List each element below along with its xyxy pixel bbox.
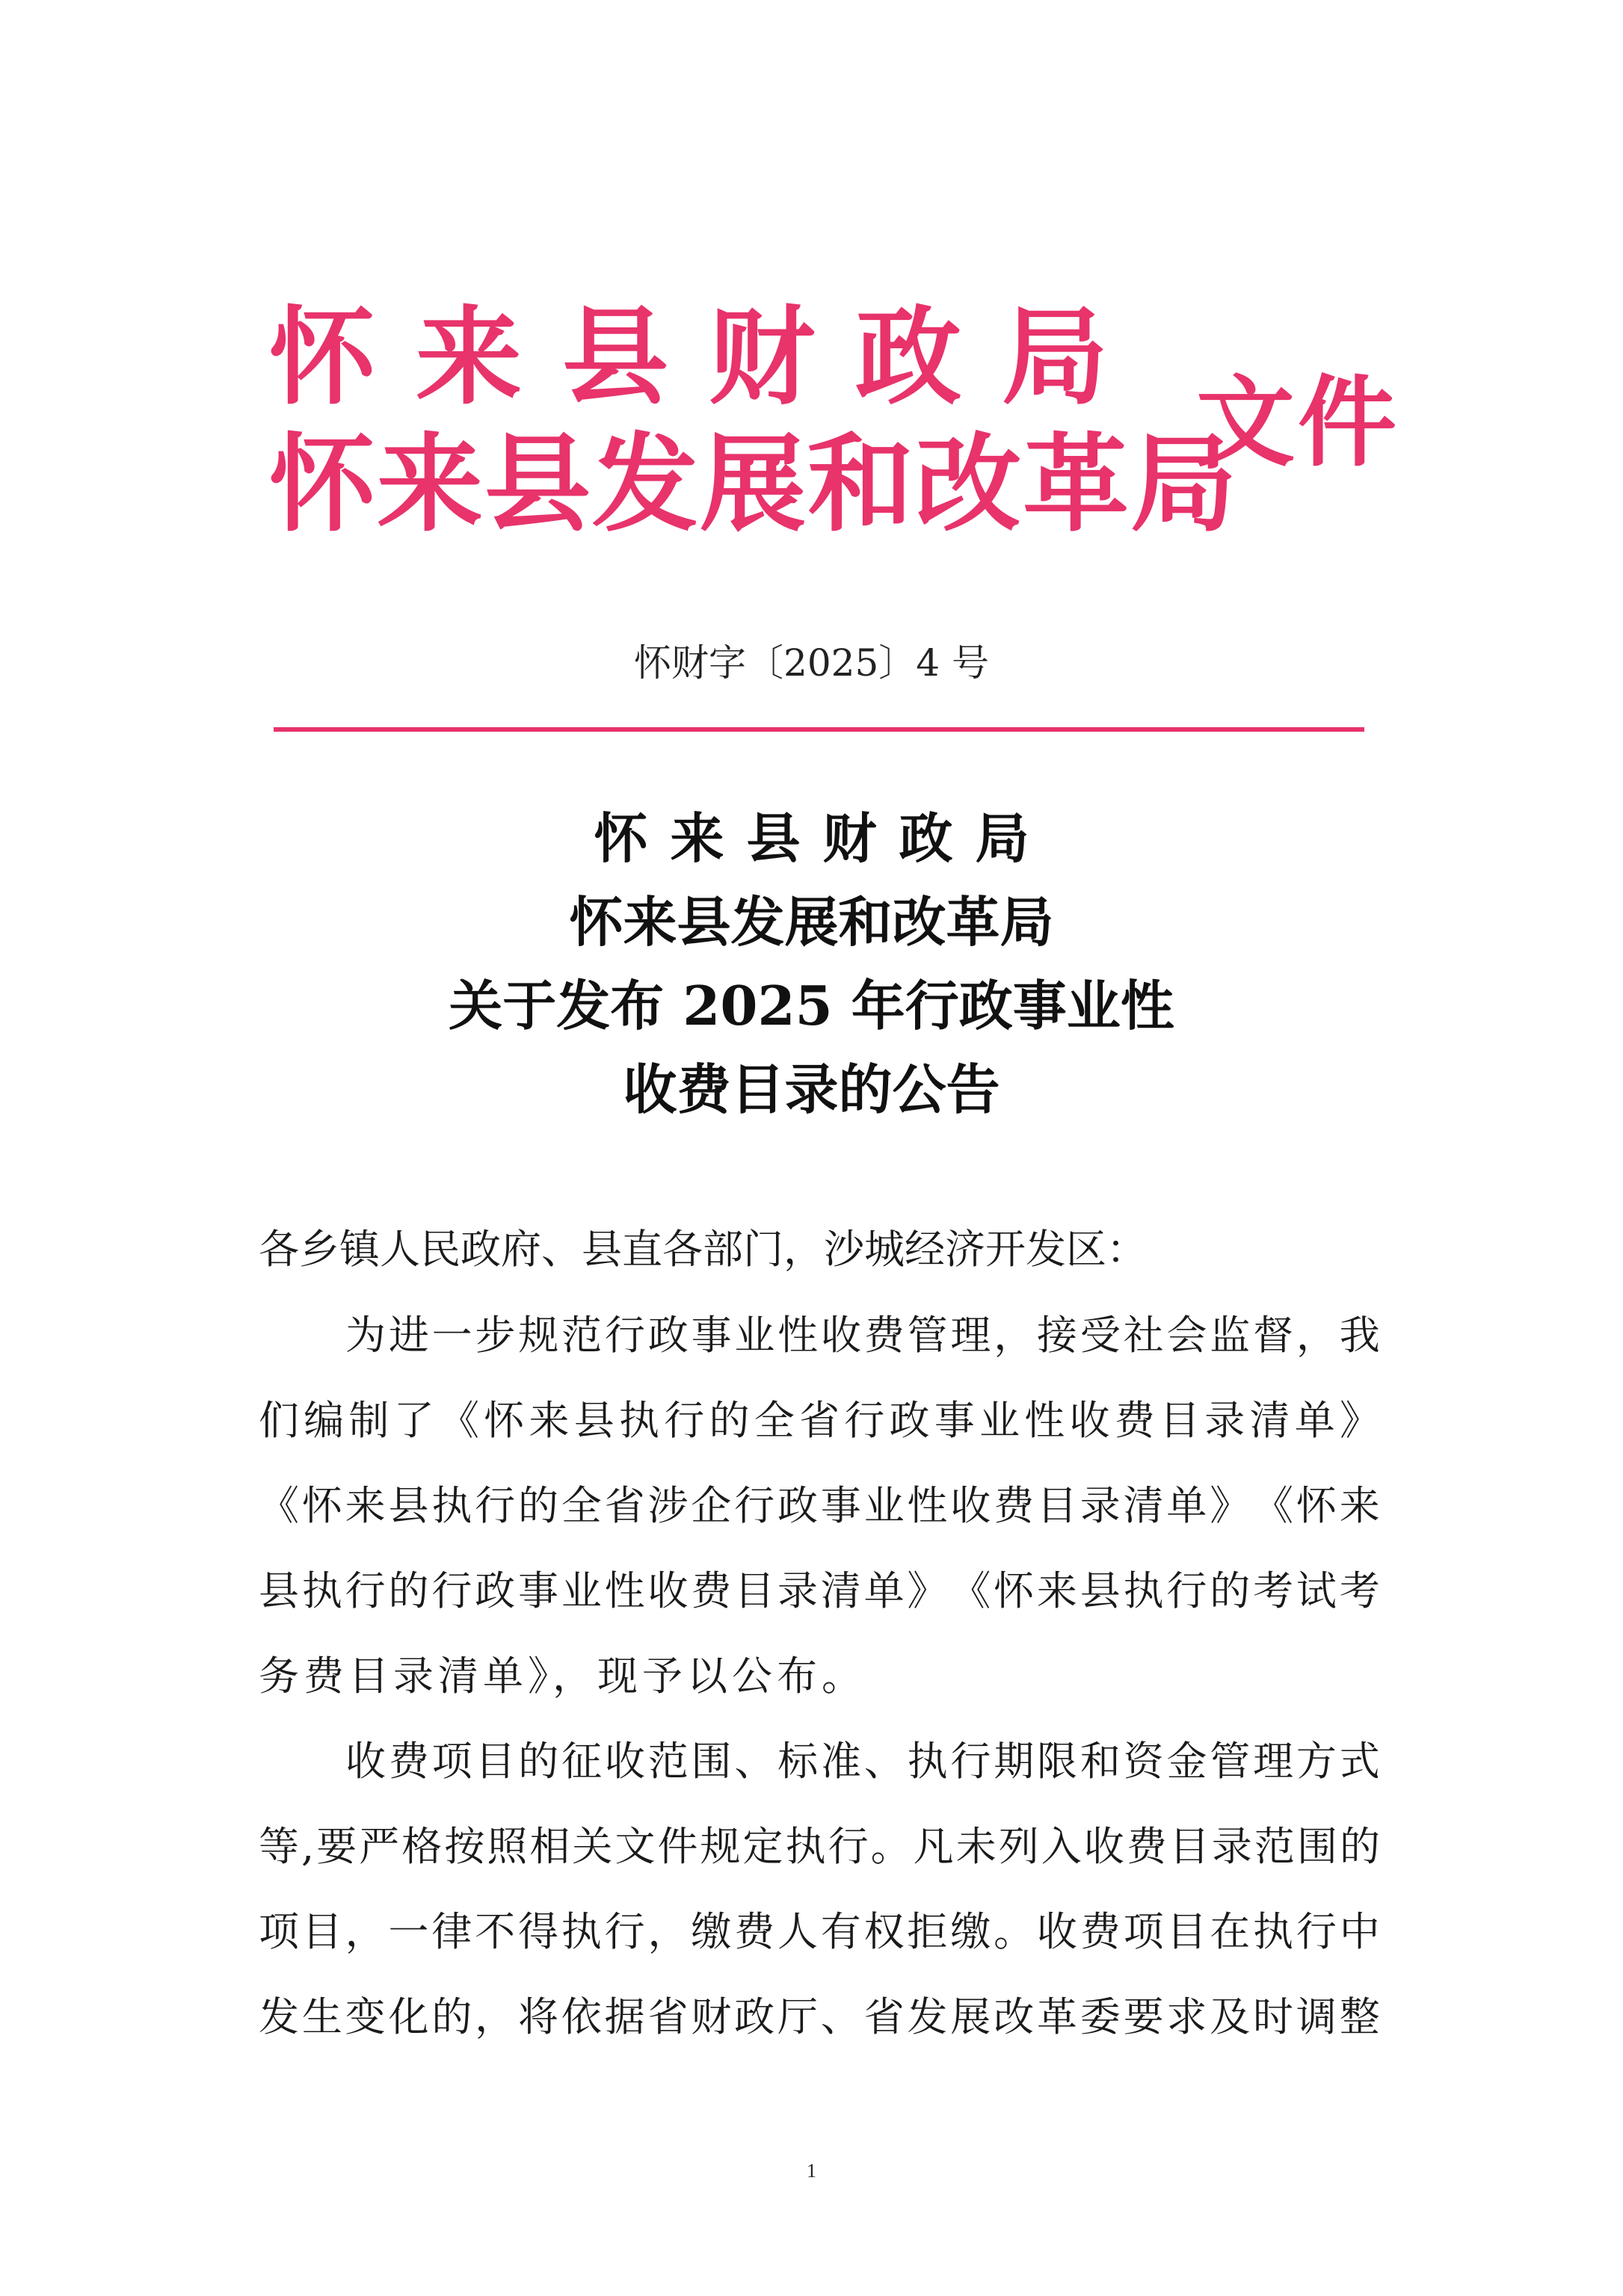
red-divider [274, 727, 1364, 732]
paragraph-2-line-4: 发 生 变 化 的 ， 将 依 据 省 财 政 厅 、 省 发 展 改 革 委 要 求 及 时 调 整 [259, 1993, 1380, 2040]
title-line-1: 怀来县财政局 [594, 806, 1052, 870]
document-number: 怀财字〔2025〕4 号 [634, 641, 989, 685]
paragraph-1-line-4: 县 执 行 的 行 政 事 业 性 收 费 目 录 清 单 》 《 怀 来 县 执 行 的 考 试 考 [259, 1567, 1380, 1614]
issuer-line-2: 怀来县发展和改革局 [269, 423, 1238, 546]
salutation: 各乡镇人民政府、县直各部门，沙城经济开发区： [259, 1226, 1147, 1273]
paragraph-2-line-1: 收 费 项 目 的 征 收 范 围 、 标 准 、 执 行 期 限 和 资 金 管 理 方 式 [345, 1738, 1380, 1785]
paragraph-2-line-2: 等 , 要 严 格 按 照 相 关 文 件 规 定 执 行 。 凡 未 列 入 收 费 目 录 范 围 的 [259, 1823, 1380, 1870]
paragraph-2-line-3: 项 目 ， 一 律 不 得 执 行 ， 缴 费 人 有 权 拒 缴 。 收 费 项 目 在 执 行 中 [259, 1908, 1380, 1955]
page-number: 1 [807, 2160, 816, 2182]
document-suffix: 文件 [1196, 365, 1399, 481]
issuer-line-1: 怀来县财政局 [269, 296, 1148, 419]
paragraph-1-line-5: 务费目录清单》，现予以公布。 [259, 1652, 866, 1700]
title-line-3: 关于发布 2025 年行政事业性 [449, 974, 1174, 1037]
paragraph-1-line-1: 为 进 一 步 规 范 行 政 事 业 性 收 费 管 理 ， 接 受 社 会 监 督 ， 我 [345, 1312, 1380, 1359]
title-line-4: 收费目录的公告 [623, 1058, 1000, 1121]
paragraph-1-line-2: 们 编 制 了 《 怀 来 县 执 行 的 全 省 行 政 事 业 性 收 费 目 录 清 单 》 [259, 1397, 1380, 1444]
paragraph-1-line-3: 《 怀 来 县 执 行 的 全 省 涉 企 行 政 事 业 性 收 费 目 录 清 单 》 《 怀 来 [259, 1482, 1380, 1529]
title-line-2: 怀来县发展和改革局 [569, 890, 1054, 954]
